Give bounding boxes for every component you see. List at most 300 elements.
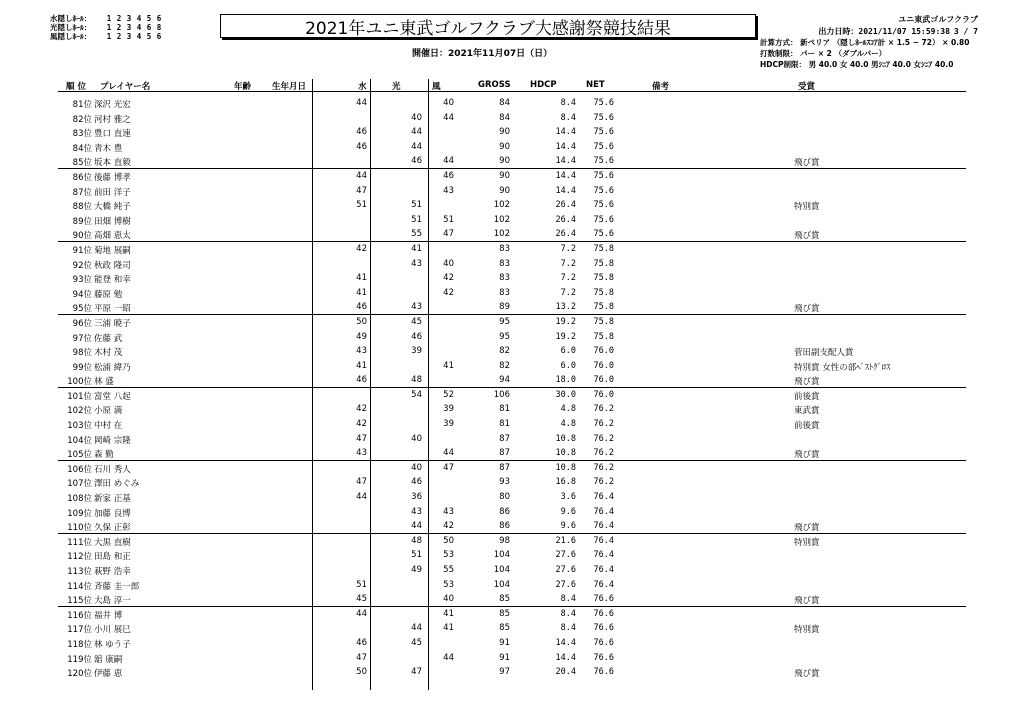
gross-cell: 90 — [499, 170, 510, 181]
hdcp-limit: HDCP制限： 男 40.0 女 40.0 男ｼﾆｱ 40.0 女ｼﾆｱ 40.0 — [760, 60, 954, 69]
score-h-cell: 39 — [411, 346, 422, 357]
score-w-cell: 42 — [356, 404, 367, 415]
hdcp-cell: 9.6 — [560, 506, 576, 517]
net-cell: 75.8 — [593, 316, 614, 327]
hole-legend-label: 風隠しﾎｰﾙ： — [50, 32, 92, 41]
gross-cell: 106 — [493, 389, 510, 400]
hole-number: 5 — [146, 14, 152, 23]
table-row — [58, 461, 966, 476]
results-table — [58, 96, 966, 680]
table-row — [58, 607, 966, 622]
score-w-cell: 46 — [356, 375, 367, 386]
score-h-cell: 48 — [411, 375, 422, 386]
player-name-cell: 岡崎 宗隆 — [94, 435, 131, 446]
gross-cell: 85 — [499, 608, 510, 619]
score-h-cell: 46 — [411, 477, 422, 488]
gross-cell: 102 — [493, 214, 510, 225]
score-h-cell: 36 — [411, 492, 422, 503]
net-cell: 75.8 — [593, 258, 614, 269]
rank-cell: 103位 — [67, 421, 92, 432]
hdcp-cell: 14.4 — [555, 652, 576, 663]
hdcp-cell: 8.4 — [560, 112, 576, 123]
gross-cell: 85 — [499, 623, 510, 634]
player-name-cell: 坂本 直毅 — [94, 158, 131, 169]
rank-cell: 90位 — [72, 231, 92, 242]
rank-cell: 108位 — [67, 494, 92, 505]
table-row — [58, 227, 966, 242]
gross-cell: 98 — [499, 535, 510, 546]
award-cell: 飛び賞 — [794, 669, 820, 680]
score-w-cell: 41 — [356, 287, 367, 298]
rank-cell: 115位 — [67, 596, 92, 607]
score-k-cell: 44 — [443, 156, 454, 167]
player-name-cell: 秋政 隆司 — [94, 260, 131, 271]
player-name-cell: 澤田 めぐみ — [94, 479, 140, 490]
score-h-cell: 51 — [411, 550, 422, 561]
net-cell: 76.0 — [593, 360, 614, 371]
table-row — [58, 578, 966, 593]
score-w-cell: 47 — [356, 652, 367, 663]
header-rank: 順 位 — [66, 82, 86, 92]
score-w-cell: 49 — [356, 331, 367, 342]
score-h-cell: 40 — [411, 112, 422, 123]
score-w-cell: 47 — [356, 433, 367, 444]
rank-cell: 95位 — [72, 304, 92, 315]
score-k-cell: 40 — [443, 594, 454, 605]
table-row — [58, 359, 966, 374]
table-row — [58, 446, 966, 461]
player-name-cell: 後藤 博孝 — [94, 172, 131, 183]
hole-legend-row — [50, 23, 164, 32]
hdcp-cell: 20.4 — [555, 667, 576, 678]
score-w-cell: 42 — [356, 243, 367, 254]
rank-cell: 85位 — [72, 158, 92, 169]
page-number: 3 / 7 — [953, 27, 978, 36]
score-k-cell: 39 — [443, 419, 454, 430]
player-name-cell: 小原 満 — [94, 406, 123, 417]
gross-cell: 90 — [499, 127, 510, 138]
player-name-cell: 富堂 八起 — [94, 391, 131, 402]
net-cell: 75.6 — [593, 141, 614, 152]
table-row — [58, 621, 966, 636]
rank-cell: 107位 — [67, 479, 92, 490]
table-row — [58, 548, 966, 563]
net-cell: 75.6 — [593, 185, 614, 196]
score-k-cell: 42 — [443, 273, 454, 284]
player-name-cell: 林 盛 — [94, 377, 114, 388]
header-net: NET — [586, 80, 605, 90]
score-k-cell: 41 — [443, 623, 454, 634]
hdcp-cell: 8.4 — [560, 608, 576, 619]
score-w-cell: 46 — [356, 302, 367, 313]
table-row — [58, 257, 966, 272]
table-row — [58, 651, 966, 666]
hdcp-cell: 14.4 — [555, 170, 576, 181]
player-name-cell: 大島 淳一 — [94, 596, 131, 607]
score-w-cell: 50 — [356, 316, 367, 327]
gross-cell: 83 — [499, 287, 510, 298]
table-row — [58, 388, 966, 403]
net-cell: 76.4 — [593, 506, 614, 517]
hole-number: 3 — [126, 32, 132, 41]
player-name-cell: 林 ゆう子 — [94, 639, 131, 650]
award-cell: 飛び賞 — [794, 450, 820, 461]
player-name-cell: 田島 和正 — [94, 552, 131, 563]
score-w-cell: 41 — [356, 273, 367, 284]
table-row — [58, 402, 966, 417]
score-k-cell: 44 — [443, 112, 454, 123]
table-row — [58, 505, 966, 520]
score-k-cell: 46 — [443, 170, 454, 181]
net-cell: 76.4 — [593, 535, 614, 546]
header-note: 備考 — [652, 82, 670, 92]
hdcp-cell: 14.4 — [555, 127, 576, 138]
hdcp-cell: 4.8 — [560, 404, 576, 415]
gross-cell: 82 — [499, 360, 510, 371]
player-name-cell: 加藤 良博 — [94, 508, 131, 519]
table-row — [58, 154, 966, 169]
net-cell: 76.4 — [593, 565, 614, 575]
hdcp-cell: 14.4 — [555, 637, 576, 648]
hole-legend-label: 光隠しﾎｰﾙ： — [50, 23, 92, 32]
hdcp-cell: 16.8 — [555, 477, 576, 488]
score-k-cell: 44 — [443, 652, 454, 663]
table-row — [58, 169, 966, 184]
rank-cell: 118位 — [67, 639, 92, 650]
player-name-cell: 松浦 緯乃 — [94, 362, 131, 373]
award-cell: 特別賞 — [794, 202, 820, 213]
award-cell: 飛び賞 — [794, 158, 820, 169]
gross-cell: 95 — [499, 316, 510, 327]
player-name-cell: 平原 一昭 — [94, 304, 131, 315]
table-row — [58, 475, 966, 490]
hdcp-cell: 14.4 — [555, 156, 576, 167]
score-w-cell: 43 — [356, 448, 367, 459]
award-cell: 東武賞 — [794, 406, 820, 417]
score-h-cell: 43 — [411, 302, 422, 313]
net-cell: 76.2 — [593, 419, 614, 430]
score-h-cell: 46 — [411, 156, 422, 167]
hdcp-cell: 8.4 — [560, 594, 576, 605]
net-cell: 76.2 — [593, 433, 614, 444]
net-cell: 75.8 — [593, 243, 614, 254]
rank-cell: 120位 — [67, 669, 92, 680]
gross-cell: 84 — [499, 112, 510, 123]
hole-number: 2 — [116, 32, 122, 41]
score-h-cell: 43 — [411, 258, 422, 269]
player-name-cell: 三浦 暁子 — [94, 318, 131, 329]
hdcp-cell: 19.2 — [555, 331, 576, 342]
hdcp-cell: 14.4 — [555, 185, 576, 196]
player-name-cell: 久保 正彰 — [94, 523, 131, 534]
page-title: 2021年ユニ東武ゴルフクラブ大感謝祭競技結果 — [220, 14, 756, 38]
score-k-cell: 47 — [443, 462, 454, 473]
player-name-cell: 福井 博 — [94, 610, 123, 621]
table-row — [58, 665, 966, 680]
rank-cell: 116位 — [67, 610, 92, 621]
score-w-cell: 47 — [356, 185, 367, 196]
rank-cell: 101位 — [67, 391, 92, 402]
net-cell: 76.6 — [593, 652, 614, 663]
player-name-cell: 豊口 直速 — [94, 129, 131, 140]
hdcp-cell: 6.0 — [560, 346, 576, 357]
hole-number: 5 — [146, 32, 152, 41]
gross-cell: 104 — [493, 565, 510, 575]
player-name-cell: 深沢 光宏 — [94, 100, 131, 110]
net-cell: 76.4 — [593, 579, 614, 590]
table-row — [58, 242, 966, 257]
hole-legend-row — [50, 14, 164, 23]
hole-number: 4 — [136, 23, 142, 32]
output-datetime — [814, 26, 978, 37]
score-w-cell: 44 — [356, 98, 367, 108]
output-label: 出力日時：2021/11/07 15:59:38 — [818, 27, 950, 36]
hdcp-cell: 8.4 — [560, 623, 576, 634]
gross-cell: 104 — [493, 550, 510, 561]
table-header — [58, 79, 966, 92]
gross-cell: 90 — [499, 156, 510, 167]
rank-cell: 98位 — [72, 348, 92, 359]
hole-legend-label: 水隠しﾎｰﾙ： — [50, 14, 92, 23]
rank-cell: 117位 — [67, 625, 92, 636]
rank-cell: 92位 — [72, 260, 92, 271]
net-cell: 76.6 — [593, 637, 614, 648]
net-cell: 75.8 — [593, 273, 614, 284]
hdcp-cell: 21.6 — [555, 535, 576, 546]
score-h-cell: 44 — [411, 521, 422, 532]
score-k-cell: 40 — [443, 98, 454, 108]
hdcp-cell: 14.4 — [555, 141, 576, 152]
rank-cell: 84位 — [72, 143, 92, 154]
club-name: ユニ東武ゴルフクラブ — [898, 15, 978, 24]
score-k-cell: 51 — [443, 214, 454, 225]
header-gross: GROSS — [478, 80, 511, 90]
table-row — [58, 300, 966, 315]
score-h-cell: 51 — [411, 214, 422, 225]
net-cell: 75.8 — [593, 331, 614, 342]
rank-cell: 82位 — [72, 114, 92, 125]
score-w-cell: 46 — [356, 637, 367, 648]
player-name-cell: 大橋 純子 — [94, 202, 131, 213]
hdcp-cell: 27.6 — [555, 550, 576, 561]
hdcp-cell: 8.4 — [560, 98, 576, 108]
score-k-cell: 39 — [443, 404, 454, 415]
header-birth: 生年月日 — [272, 82, 307, 92]
rank-cell: 109位 — [67, 508, 92, 519]
header-w: 水 — [358, 82, 367, 92]
table-row — [58, 315, 966, 330]
table-row — [58, 344, 966, 359]
rank-cell: 86位 — [72, 172, 92, 183]
player-name-cell: 木村 茂 — [94, 348, 123, 359]
score-h-cell: 47 — [411, 667, 422, 678]
gross-cell: 94 — [499, 375, 510, 386]
hdcp-cell: 10.8 — [555, 433, 576, 444]
award-cell: 飛び賞 — [794, 304, 820, 315]
table-row — [58, 286, 966, 301]
net-cell: 76.6 — [593, 667, 614, 678]
rank-cell: 111位 — [67, 537, 92, 548]
hdcp-cell: 7.2 — [560, 273, 576, 284]
rank-cell: 88位 — [72, 202, 92, 213]
player-name-cell: 舘 康嗣 — [94, 654, 123, 665]
header-age: 年齢 — [234, 82, 252, 92]
award-cell: 飛び賞 — [794, 523, 820, 534]
hdcp-cell: 7.2 — [560, 243, 576, 254]
calc-method: 計算方式： 新ペリア （隠しﾎｰﾙｽｺｱ計 × 1.5 − 72） × 0.80 — [760, 38, 970, 47]
score-w-cell: 47 — [356, 477, 367, 488]
score-h-cell: 41 — [411, 243, 422, 254]
header-hdcp: HDCP — [530, 80, 557, 90]
gross-cell: 86 — [499, 521, 510, 532]
score-h-cell: 45 — [411, 316, 422, 327]
hole-number: 6 — [146, 23, 152, 32]
hole-number: 2 — [116, 23, 122, 32]
rank-cell: 83位 — [72, 129, 92, 140]
score-h-cell: 40 — [411, 433, 422, 444]
table-row — [58, 140, 966, 155]
rank-cell: 113位 — [67, 567, 92, 577]
table-row — [58, 490, 966, 505]
table-row — [58, 432, 966, 447]
player-name-cell: 石川 秀人 — [94, 464, 131, 475]
net-cell: 75.6 — [593, 127, 614, 138]
hdcp-cell: 10.8 — [555, 448, 576, 459]
score-h-cell: 48 — [411, 535, 422, 546]
gross-cell: 86 — [499, 506, 510, 517]
gross-cell: 102 — [493, 200, 510, 211]
score-k-cell: 43 — [443, 185, 454, 196]
table-row — [58, 373, 966, 388]
hdcp-cell: 3.6 — [560, 492, 576, 503]
hole-number: 8 — [156, 23, 162, 32]
hole-number: 1 — [106, 14, 112, 23]
score-k-cell: 43 — [443, 506, 454, 517]
score-w-cell: 46 — [356, 127, 367, 138]
hdcp-cell: 27.6 — [555, 579, 576, 590]
hdcp-cell: 26.4 — [555, 214, 576, 225]
table-row — [58, 125, 966, 140]
table-row — [58, 417, 966, 432]
score-w-cell: 51 — [356, 579, 367, 590]
gross-cell: 90 — [499, 185, 510, 196]
hdcp-cell: 26.4 — [555, 229, 576, 240]
gross-cell: 90 — [499, 141, 510, 152]
award-cell: 前後賞 — [794, 391, 820, 402]
hole-number: 6 — [156, 14, 162, 23]
hole-number: 4 — [136, 14, 142, 23]
hdcp-cell: 6.0 — [560, 360, 576, 371]
rank-cell: 87位 — [72, 187, 92, 198]
rank-cell: 112位 — [67, 552, 92, 563]
hdcp-cell: 30.0 — [555, 389, 576, 400]
net-cell: 76.6 — [593, 594, 614, 605]
award-cell: 菅田副支配人賞 — [794, 348, 854, 359]
score-h-cell: 44 — [411, 141, 422, 152]
net-cell: 76.0 — [593, 346, 614, 357]
table-row — [58, 636, 966, 651]
award-cell: 特別賞 — [794, 625, 820, 636]
table-row — [58, 534, 966, 549]
net-cell: 76.6 — [593, 608, 614, 619]
player-name-cell: 新家 正基 — [94, 494, 131, 505]
net-cell: 76.4 — [593, 492, 614, 503]
player-name-cell: 藤原 勉 — [94, 289, 123, 300]
player-name-cell: 田畑 博樹 — [94, 216, 131, 227]
table-row — [58, 563, 966, 578]
hdcp-cell: 18.0 — [555, 375, 576, 386]
hdcp-cell: 9.6 — [560, 521, 576, 532]
hdcp-cell: 7.2 — [560, 287, 576, 298]
score-k-cell: 42 — [443, 287, 454, 298]
hole-number: 1 — [106, 23, 112, 32]
hdcp-cell: 27.6 — [555, 565, 576, 575]
player-name-cell: 佐藤 武 — [94, 333, 123, 344]
score-h-cell: 46 — [411, 331, 422, 342]
net-cell: 75.8 — [593, 287, 614, 298]
gross-cell: 91 — [499, 637, 510, 648]
table-row — [58, 184, 966, 199]
score-h-cell: 40 — [411, 462, 422, 473]
score-k-cell: 41 — [443, 360, 454, 371]
gross-cell: 83 — [499, 243, 510, 254]
score-w-cell: 45 — [356, 594, 367, 605]
player-name-cell: 前田 洋子 — [94, 187, 131, 198]
net-cell: 75.6 — [593, 98, 614, 108]
gross-cell: 91 — [499, 652, 510, 663]
net-cell: 75.6 — [593, 156, 614, 167]
award-cell: 飛び賞 — [794, 596, 820, 607]
score-w-cell: 50 — [356, 667, 367, 678]
hole-legend-row — [50, 32, 164, 41]
gross-cell: 82 — [499, 346, 510, 357]
score-h-cell: 49 — [411, 565, 422, 575]
gross-cell: 84 — [499, 98, 510, 108]
player-name-cell: 河村 雅之 — [94, 114, 131, 125]
rank-cell: 104位 — [67, 435, 92, 446]
gross-cell: 97 — [499, 667, 510, 678]
gross-cell: 95 — [499, 331, 510, 342]
rank-cell: 114位 — [67, 581, 92, 592]
score-k-cell: 52 — [443, 389, 454, 400]
score-k-cell: 55 — [443, 565, 454, 575]
hole-number: 4 — [136, 32, 142, 41]
hidden-hole-legend — [50, 14, 164, 41]
score-k-cell: 53 — [443, 579, 454, 590]
hdcp-cell: 13.2 — [555, 302, 576, 313]
hdcp-cell: 7.2 — [560, 258, 576, 269]
net-cell: 76.6 — [593, 623, 614, 634]
table-row — [58, 96, 966, 111]
table-row — [58, 213, 966, 228]
table-row — [58, 198, 966, 213]
score-k-cell: 50 — [443, 535, 454, 546]
net-cell: 75.6 — [593, 112, 614, 123]
player-name-cell: 高畑 恵太 — [94, 231, 131, 242]
rank-cell: 89位 — [72, 216, 92, 227]
score-w-cell: 41 — [356, 360, 367, 371]
award-cell: 前後賞 — [794, 421, 820, 432]
table-row — [58, 330, 966, 345]
gross-cell: 93 — [499, 477, 510, 488]
rank-cell: 93位 — [72, 275, 92, 286]
player-name-cell: 森 勤 — [94, 450, 114, 461]
score-w-cell: 44 — [356, 492, 367, 503]
score-h-cell: 51 — [411, 200, 422, 211]
hdcp-cell: 4.8 — [560, 419, 576, 430]
score-k-cell: 47 — [443, 229, 454, 240]
score-w-cell: 44 — [356, 170, 367, 181]
